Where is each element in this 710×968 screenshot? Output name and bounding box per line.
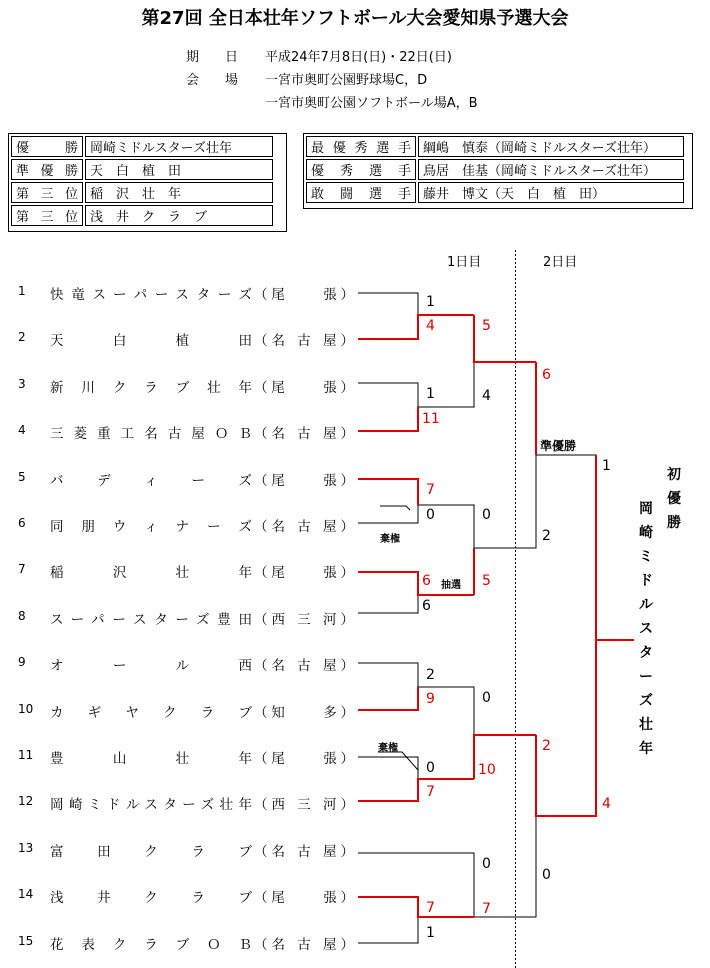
score: 4: [426, 318, 435, 334]
page-title: 第27回 全日本壮年ソフトボール大会愛知県予選大会: [141, 8, 569, 29]
team-number: 8: [18, 609, 26, 623]
champion-name-char: タ: [639, 645, 653, 661]
champion-name-char: 壮: [639, 717, 653, 733]
team-region: （尾 張）: [254, 565, 354, 581]
champion-label-char: 初: [667, 467, 681, 483]
champion-label-char: 勝: [667, 515, 681, 531]
score: 7: [482, 901, 491, 917]
score: 0: [426, 507, 435, 523]
score: 1: [602, 458, 611, 474]
team-region: （尾 張）: [254, 380, 354, 396]
score: 0: [426, 760, 435, 776]
score: 0: [482, 856, 491, 872]
bracket-line: [358, 595, 418, 613]
result-label: 優 勝: [11, 136, 83, 157]
award-label: 敢闘選手: [306, 182, 416, 203]
score: 5: [482, 573, 491, 589]
score: 1: [426, 925, 435, 941]
score: 5: [482, 318, 491, 334]
score: 9: [426, 691, 435, 707]
team-name: カ ギ ヤ ク ラ ブ: [50, 705, 252, 721]
winner-line: [358, 779, 474, 801]
score: 7: [426, 900, 435, 916]
team-name: 新 川 ク ラ ブ 壮 年: [50, 380, 252, 396]
team-number: 5: [18, 470, 26, 484]
day2-header: 2日目: [543, 255, 578, 270]
award-label: 優秀選手: [306, 159, 416, 180]
bracket-line: [358, 293, 418, 315]
team-name: スーパースターズ豊田: [50, 612, 252, 628]
award-label: 最優秀選手: [306, 136, 416, 157]
award-player: 綱嶋 慎泰（岡崎ミドルスターズ壮年）: [418, 136, 684, 157]
champion-name-char: ル: [639, 597, 653, 613]
date-value: 平成24年7月8日(日)・22日(日): [265, 50, 452, 65]
team-name: オ ー ル 西: [50, 658, 252, 674]
result-team: 浅 井 ク ラ ブ: [85, 205, 273, 226]
team-region: （西 三 河）: [254, 612, 354, 628]
champion-name-char: 岡: [639, 501, 653, 517]
team-number: 6: [18, 516, 26, 530]
bracket-line: [358, 663, 418, 687]
team-region: （尾 張）: [254, 751, 354, 767]
bracket-line: [358, 383, 418, 407]
bracket-line: [380, 506, 410, 510]
result-team: 稲 沢 壮 年: [85, 182, 273, 203]
forfeit-note: 棄権: [380, 534, 400, 545]
team-number: 9: [18, 655, 26, 669]
score: 1: [426, 386, 435, 402]
bracket-line: [358, 853, 474, 917]
champion-name-char: ズ: [639, 693, 653, 709]
team-number: 15: [18, 934, 34, 948]
champion-label: [664, 463, 684, 535]
score: 11: [422, 411, 440, 427]
score: 0: [482, 507, 491, 523]
winner-line: [536, 640, 634, 816]
bracket-line: [474, 455, 536, 548]
team-name: 豊 山 壮 年: [50, 751, 252, 767]
champion-name: [636, 497, 656, 761]
winner-line: [358, 687, 418, 710]
winner-line: [358, 315, 474, 339]
champion-name-char: ド: [639, 573, 653, 589]
bracket-line: [358, 917, 418, 943]
team-region: （名 古 屋）: [254, 658, 354, 674]
score: 4: [602, 796, 611, 812]
team-region: （名 古 屋）: [254, 844, 354, 860]
venue-line-2: 一宮市奥町公園ソフトボール場A，B: [265, 96, 478, 111]
team-number: 2: [18, 330, 26, 344]
score: 6: [422, 598, 431, 614]
champion-name-char: ミ: [639, 549, 653, 565]
forfeit-note: 棄権: [378, 743, 398, 754]
bracket-line: [358, 505, 418, 523]
team-name: バ デ ィ ー ズ: [50, 473, 252, 489]
team-name: 同 朋 ウ ィ ナ ー ズ: [50, 519, 252, 535]
team-number: 13: [18, 841, 34, 855]
result-label: 第三位: [11, 205, 83, 226]
score: 2: [542, 528, 551, 544]
champion-name-char: ス: [639, 621, 653, 637]
team-region: （名 古 屋）: [254, 426, 354, 442]
result-team: 天 白 植 田: [85, 159, 273, 180]
team-name: 岡崎ミドルスターズ壮年: [50, 797, 252, 813]
lottery-note: 抽選: [441, 580, 461, 591]
team-number: 3: [18, 377, 26, 391]
champion-name-char: ー: [639, 669, 653, 685]
venue-line-1: 一宮市奥町公園野球場C，D: [265, 73, 428, 88]
score: 7: [426, 784, 435, 800]
team-number: 1: [18, 284, 26, 298]
team-number: 12: [18, 794, 34, 808]
score: 6: [542, 367, 551, 383]
champion-name-char: 年: [639, 741, 653, 757]
team-name: 浅 井 ク ラ ブ: [50, 890, 252, 906]
team-region: （名 古 屋）: [254, 519, 354, 535]
score: 1: [426, 294, 435, 310]
bracket-line: [536, 455, 596, 640]
team-number: 4: [18, 423, 26, 437]
score: 6: [422, 573, 431, 589]
day1-header: 1日目: [447, 255, 482, 270]
team-number: 11: [18, 748, 34, 762]
score: 2: [542, 738, 551, 754]
winner-line: [358, 407, 418, 431]
venue-label: 会 場: [186, 73, 239, 88]
date-label: 期 日: [186, 50, 239, 65]
team-name: 富 田 ク ラ ブ: [50, 844, 252, 860]
team-region: （尾 張）: [254, 890, 354, 906]
team-name: 花 表 ク ラ ブ Ｏ Ｂ: [50, 937, 252, 953]
team-region: （尾 張）: [254, 473, 354, 489]
score: 0: [482, 690, 491, 706]
champion-label-char: 優: [667, 491, 681, 507]
champion-name-char: 崎: [639, 525, 653, 541]
team-number: 14: [18, 887, 34, 901]
score: 0: [542, 867, 551, 883]
team-name: 稲 沢 壮 年: [50, 565, 252, 581]
winner-line: [358, 897, 474, 917]
bracket-line: [378, 752, 418, 770]
team-name: 天 白 植 田: [50, 333, 252, 349]
score: 4: [482, 388, 491, 404]
team-region: （尾 張）: [254, 287, 354, 303]
team-name: 三菱重工名古屋ＯＢ: [50, 426, 252, 442]
award-player: 藤井 博文（天 白 植 田）: [418, 182, 684, 203]
team-region: （名 古 屋）: [254, 937, 354, 953]
score: 10: [478, 762, 496, 778]
team-number: 7: [18, 562, 26, 576]
runner-up-label: 準優勝: [540, 439, 577, 453]
award-player: 鳥居 佳基（岡崎ミドルスターズ壮年）: [418, 159, 684, 180]
score: 7: [426, 482, 435, 498]
score: 2: [426, 667, 435, 683]
winner-line: [358, 479, 418, 505]
team-region: （知 多）: [254, 705, 354, 721]
result-label: 第三位: [11, 182, 83, 203]
team-region: （西 三 河）: [254, 797, 354, 813]
result-team: 岡崎ミドルスターズ壮年: [85, 136, 273, 157]
team-region: （名 古 屋）: [254, 333, 354, 349]
team-number: 10: [18, 702, 34, 716]
team-name: 快竜スーパースターズ: [50, 287, 252, 303]
result-label: 準優勝: [11, 159, 83, 180]
